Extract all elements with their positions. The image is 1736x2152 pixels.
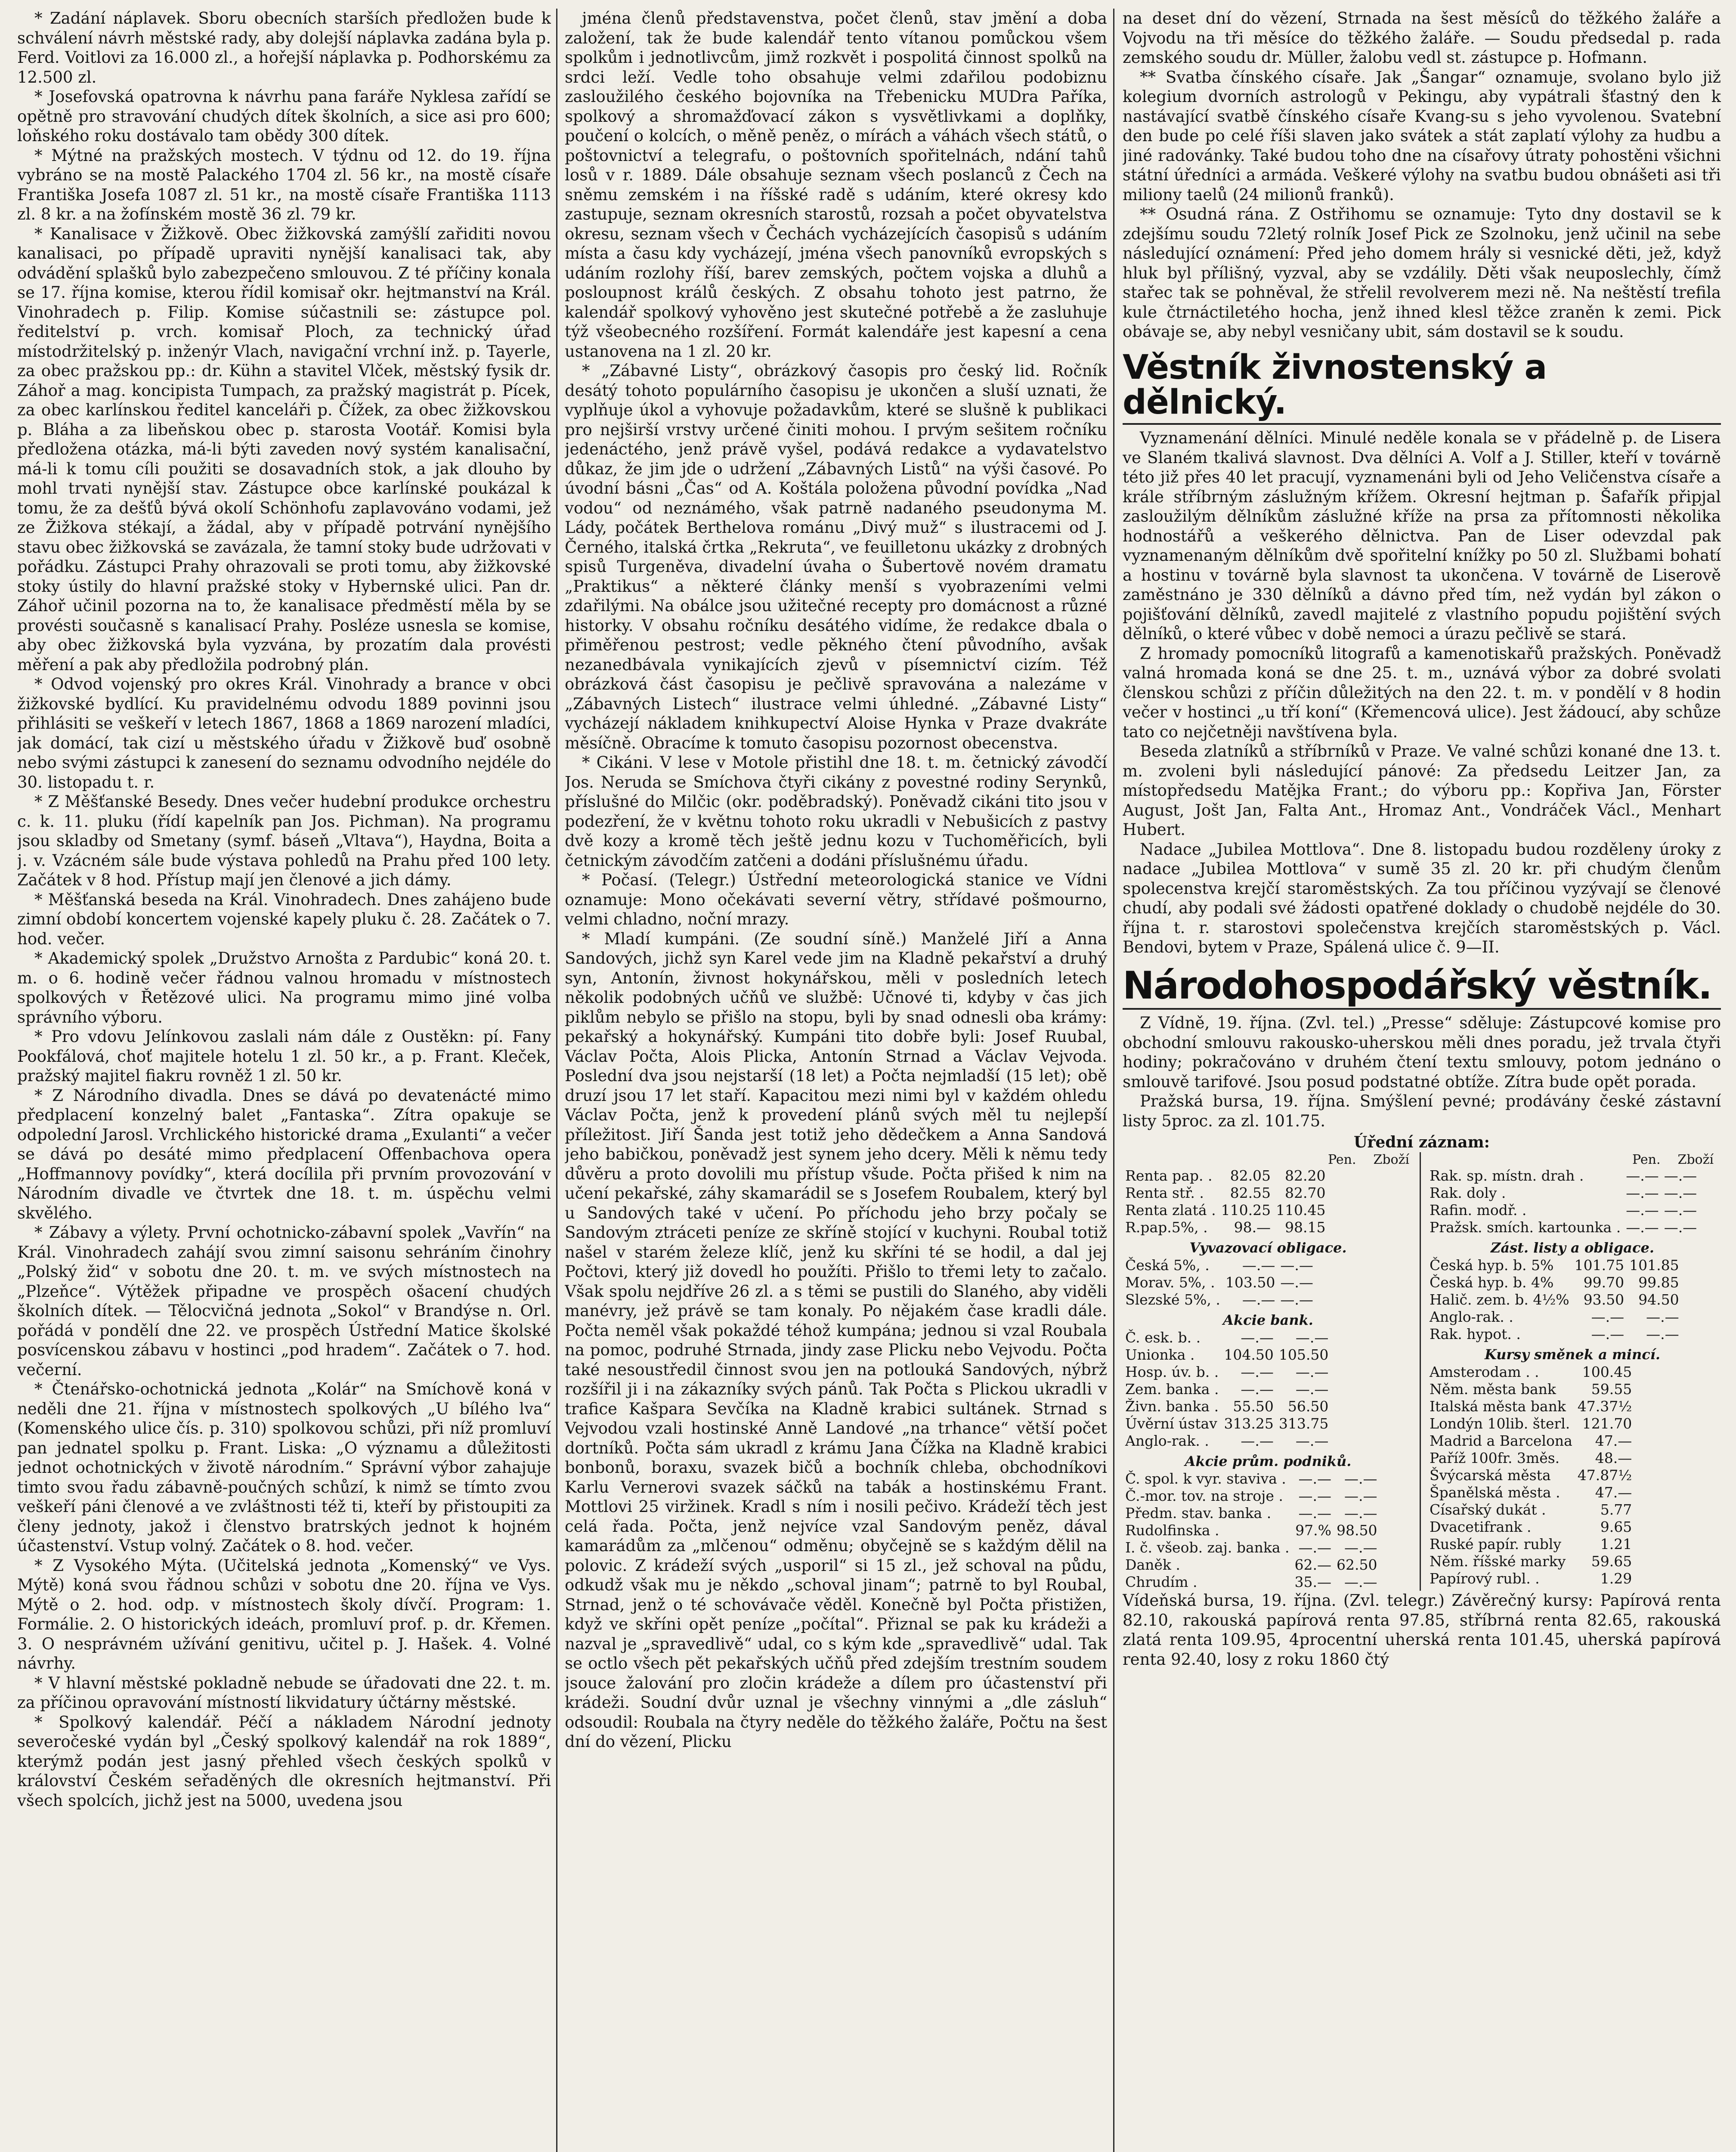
article-paragraph: * Zábavy a výlety. První ochotnicko-zábavní spolek „Vavřín“ na Král. Vinohradech zahájí svou zimní saisonu sehráním činohry „Polský žid“ v sobotu dne 20. t. m. ve svých místnostech na „Plzeňce“. Výtěžek připadne ve prospěch ošacení chudých školních dítek. — Tělocvičná jednota „Sokol“ v Brandýse n. Orl. pořádá v pondělí dne 22. ve prospěch Ústřední Matice školské posvícenskou zábavu v hostinci „pod hradem“. Začátek o 7. hod. večerní. xyxy=(17,1223,551,1379)
quote-value: 104.50 xyxy=(1224,1346,1274,1364)
quote-value: 1.21 xyxy=(1600,1536,1632,1553)
quote-row xyxy=(1123,1398,1331,1415)
bursa-table-right xyxy=(1427,1152,1718,1591)
section-heading-economy: Národohospodářský věstník. xyxy=(1123,966,1721,1010)
quote-row xyxy=(1427,1484,1634,1501)
quote-value: 110.25 xyxy=(1221,1202,1271,1219)
quote-value: —.— xyxy=(1298,1470,1332,1487)
quote-value: 313.25 xyxy=(1224,1415,1274,1432)
quote-row xyxy=(1123,1329,1331,1346)
quote-row xyxy=(1427,1518,1634,1536)
quote-value: —.— xyxy=(1664,1219,1697,1236)
quote-table xyxy=(1123,1167,1328,1236)
quote-row xyxy=(1123,1470,1380,1487)
article-paragraph: * Kanalisace v Žižkově. Obec žižkovská zamýšlí zařiditi novou kanalisaci, po případě upraviti nynější kanalisaci tak, aby odvádění splašků bylo zabezpečeno smlouvou. Z té příčiny konala se 17. října komise, kterou řídil komisař okr. hejtmanství na Král. Vinohradech p. Filip. Komise súčastnili se: zástupce pol. ředitelství p. vrch. komisař Ploch, za technický úřad místodržitelský p. inženýr Vlach, navigační vrchní inž. p. Tayerle, za obec pražskou pp.: dr. Kühn a stavitel Vlček, městský fysik dr. Záhoř a mag. koncipista Tumpach, za pražský magistrát p. Pícek, za obec karlínskou ředitel kanceláři p. Čížek, za obec žižkovskou p. Bláha a za libeňskou obec p. starosta Vootář. Komisi byla předložena otázka, má-li býti zaveden nový systém kanalisační, má-li k tomu cíli použiti se dosavadních stok, a jak dlouho by mohl trvati nynější stav. Zástupce obce karlínské poukázal k tomu, že za dešťů bývá okolí Schönhofu zaplavováno vodami, jež ze Žižkova stékají, a žádal, aby v případě potrvání nynějšího stavu obec žižkovská se zavázala, že tamní stoky bude udržovati v pořádku. Zástupci Prahy ohrazovali se proti tomu, aby žižkovské stoky ústily do hlavní pražské stoky v Hybernské ulici. Pan dr. Záhoř učinil pozorna na to, že kanalisace předměstí měla by se provésti současně s kanalisací Prahy. Posléze usnesla se komise, aby obec žižkovská byla vyzvána, by prozatím dala provésti měření a pak aby předložila podrobný plán. xyxy=(17,224,551,674)
quote-label: Madrid a Barcelona xyxy=(1430,1432,1572,1450)
quote-value: 99.70 xyxy=(1583,1274,1625,1291)
quote-value: —.— xyxy=(1295,1329,1329,1346)
quote-row xyxy=(1427,1167,1699,1184)
trade-news-items xyxy=(1123,428,1721,957)
bursa-table-left xyxy=(1123,1152,1414,1591)
quote-label: Česká hyp. b. 4% xyxy=(1430,1274,1554,1291)
quote-label: Ruské papír. rubly xyxy=(1430,1536,1562,1553)
quote-value: 313.75 xyxy=(1278,1415,1329,1432)
quote-label: Úvěrní ústav xyxy=(1125,1415,1217,1432)
quote-label: Rudolfinska . xyxy=(1125,1522,1219,1539)
article-paragraph: * Z Národního divadla. Dnes se dává po devatenácté mimo předplacení konzelný balet „Fantaska“. Zítra opakuje se odpolední Jarosl. Vrchlického historické drama „Exulanti“ a večer se dává po desáté mimo předplacení Offenbachova opera „Hoffmannovy povídky“, která docílila při prvním provozování v Národním divadle ve čtvrtek dne 18. t. m. úspěchu velmi skvělého. xyxy=(17,1086,551,1222)
quote-row xyxy=(1427,1570,1634,1587)
article-paragraph: ** Osudná rána. Z Ostřihomu se oznamuje: Tyto dny dostavil se k zdejšímu soudu 72letý rolník Josef Pick ze Szolnoku, jenž učinil na sebe následující oznámení: Před jeho domem hrály si vesnické děti, jež, když hluk byl přílišný, vyzval, aby se vzdálily. Děti však neuposlechly, čímž stařec tak se pohněval, že střelil revolverem mezi ně. Na neštěstí trefila kule čtrnáctiletého hocha, jenž ihned klesl těžce zraněn k zemi. Pick obávaje se, aby nebyl vesničany ubit, sám dostavil se k soudu. xyxy=(1123,205,1721,341)
quote-label: Chrudím . xyxy=(1125,1574,1198,1591)
quote-row xyxy=(1427,1432,1634,1450)
quote-label: Rak. doly . xyxy=(1430,1184,1506,1202)
quote-value: —.— xyxy=(1591,1326,1625,1343)
quote-value: —.— xyxy=(1295,1364,1329,1381)
quote-value: —.— xyxy=(1664,1184,1697,1202)
col-pen: Pen. xyxy=(1328,1152,1356,1168)
quote-label: Renta zlatá . xyxy=(1125,1202,1216,1219)
quote-value: —.— xyxy=(1241,1329,1274,1346)
quote-label: Daněk . xyxy=(1125,1556,1180,1574)
quote-label: Něm. říšské marky xyxy=(1430,1553,1566,1570)
column-header xyxy=(1427,1152,1718,1167)
article-paragraph: * Cikáni. V lese v Motole přistihl dne 18. t. m. četnický závodčí Jos. Neruda se Smíchova čtyři cikány z povestné rodiny Serynků, příslušné do Milčic (okr. poděbradský). Poněvadž cikáni tito jsou v podezření, že v květnu tohoto roku ukradli v Nebušicích z pastvy dvě kozy a kromě těch ještě jednu kozu v Tuchoměřicích, byli četnickým závodčím zatčeni a dodáni příslušnému úřadu. xyxy=(565,753,1107,870)
quote-label: Č.-mor. tov. na stroje . xyxy=(1125,1487,1283,1505)
quote-row xyxy=(1427,1257,1682,1274)
article-paragraph: jména členů představenstva, počet členů, stav jmění a doba založení, tak že bude kalendář tento vítanou pomůckou všem spolkům i jednotlivcům, jimž rozkvět i pospolitá činnost spolků na srdci leží. Vedle toho obsahuje velmi zdařilou podobiznu zasloužilého českého bojovníka na Třebenicku MUDra Paříka, spolkový a shromažďovací zákon s vysvětlivkami a doplňky, poučení o kolcích, o měně peněz, o mírách a váhách všech států, o poštovnictví a telegrafu, o poštovních spořitelnách, ndání tahů losů v r. 1889. Dále obsahuje seznam všech poslanců z Čech na sněmu zemském i na říšské radě s udáním, které okresy kdo zastupuje, seznam okresních starostů, rozsah a počet obyvatelstva okresu, seznam všech v Čechách vycházejících časopisů s udáním místa a času kdy vycházejí, jména všech panovníků evropských s udáním rozlohy říší, barev zemských, počtem vojska a dluhů a posloupnost králů českých. Z obsahu tohoto jest patrno, že kalendář spolkový vyhověno jest skutečné potřebě a že zasluhuje týž všeobecného rozšíření. Formát kalendáře jest kapesní a cena ustanovena na 1 zl. 20 kr. xyxy=(565,9,1107,361)
article-paragraph: Pražská bursa, 19. října. Smýšlení pevné; prodávány české zástavní listy 5proc. za zl. 101.75. xyxy=(1123,1092,1721,1130)
quote-value: 47.— xyxy=(1595,1432,1632,1450)
quote-row xyxy=(1123,1346,1331,1364)
article-paragraph: Vyznamenání dělníci. Minulé neděle konala se v přádelně p. de Lisera ve Slaném tkalivá slavnost. Dva dělníci A. Volf a J. Stiller, kteří v továrně této již přes 40 let pracují, vyznamenáni byli od Jeho Veličenstva císaře a krále stříbrným záslužným křížem. Okresní hejtman p. Šafařík připjal zasloužilým dělníkům záslužné kříže na prsa za přítomnosti několika hodnostářů a veškerého dělnictva. Pan de Liser odevzdal pak vyznamenaným dělníkům dvě spořitelní knížky po 50 zl. Službami bohatí a hostinu v továrně byla slavnost ta ukončena. V továrně de Liserově zaměstnáno je 330 dělníků a dávno před tím, než vydán byl zákon o pojišťování dělníků, zavedl majitelé z vlastního popudu pojištění svých dělníků, o které vůbec v době nemoci a úrazu pečlivě se stará. xyxy=(1123,429,1721,643)
article-paragraph: ** Svatba čínského císaře. Jak „Šangar“ oznamuje, svolano bylo již kolegium dvorních astrologů v Pekingu, aby vypátrali šťastný den k nastávající svatbě čínského císaře Kvang-su s jeho vyvolenou. Svatební den bude po celé říši slaven jako svátek a stát zaplatí výlohy za hudbu a jiné radovánky. Také budou toho dne na císařovy útraty pohostěni všichni státní úředníci a armáda. Veškeré výlohy na svatbu budou obnášeti asi tři miliony taelů (24 milionů franků). xyxy=(1123,68,1721,204)
quote-value: —.— xyxy=(1295,1432,1329,1450)
quote-value: —.— xyxy=(1280,1257,1313,1274)
column-right xyxy=(1123,9,1721,2152)
quote-label: Císařský dukát . xyxy=(1430,1501,1546,1518)
quote-row xyxy=(1123,1487,1380,1505)
article-paragraph: * „Zábavné Listy“, obrázkový časopis pro český lid. Ročník desátý tohoto populárního časopisu je ukončen a sluší uznati, že vyplňuje úkol a vyhovuje požadavkům, které se slušně k publikaci pro nejširší vrstvy určené činiti mohou. I prvým sešitem ročníku jedenáctého, jenž právě vyšel, podává redakce a vydavatelstvo důkaz, že jim jde o udržení „Zábavných Listů“ na výši časové. Po úvodní básni „Čas“ od A. Koštála položena původní povídka „Nad vodou“ od neznámého, však patrně nadaného pseudonyma M. Lády, počátek Berthelova románu „Divý muž“ s ilustracemi od J. Černého, italská črtka „Rekruta“, ve feuilletonu ukázky z drobných spisů Turgeněva, divadelní úvaha o Šubertově novém dramatu „Praktikus“ a některé články menší s vyobrazeními velmi zdařilými. Na obálce jsou užitečné recepty pro domácnost a různé historky. V obsahu ročníku desátého vidíme, že redakce dbala o přiměřenou pestrost; vedle pěkného čtení původního, avšak nezanedbávala vynikajících zjevů v písemnictví cizím. Též obrázková část časopisu je pečlivě spravována a nalezáme v „Zábavných Listech“ ilustrace velmi úhledné. „Zábavné Listy“ vycházejí nákladem knihkupectví Aloise Hynka v Praze dvakráte měsíčně. Obracíme k tomuto časopisu pozornost obecenstva. xyxy=(565,362,1107,752)
quote-row xyxy=(1427,1398,1634,1415)
quote-value: 97.% xyxy=(1295,1522,1332,1539)
quote-row xyxy=(1123,1574,1380,1591)
quote-value: 98.50 xyxy=(1337,1522,1377,1539)
quote-row xyxy=(1427,1536,1634,1553)
quote-value: —.— xyxy=(1242,1291,1275,1308)
quote-label: Zem. banka . xyxy=(1125,1381,1219,1398)
article-paragraph: * Mýtné na pražských mostech. V týdnu od 12. do 19. října vybráno se na mostě Palackého 1704 zl. 56 kr., na mostě císaře Františka Josefa 1087 zl. 51 kr., na mostě císaře Františka 1113 zl. 8 kr. a na žofínském mostě 36 zl. 79 kr. xyxy=(17,146,551,223)
column-divider xyxy=(556,9,557,2152)
quote-row xyxy=(1427,1291,1682,1308)
quote-label: Renta pap. . xyxy=(1125,1167,1213,1184)
quote-label: Něm. města bank xyxy=(1430,1381,1556,1398)
article-paragraph: Z hromady pomocníků litografů a kamenotiskařů pražských. Poněvadž valná hromada koná se dne 25. t. m., uznává výbor za dobré svolati členskou schůzi z příčin důležitých na den 22. t. m. v pondělí v 8 hodin večer v hostinci „u tří koní“ (Křemencová ulice). Jest žádoucí, aby schůze tato co nejčetněji navštívena byla. xyxy=(1123,644,1721,741)
quote-label: Slezské 5%, . xyxy=(1125,1291,1220,1308)
quote-value: 59.55 xyxy=(1591,1381,1632,1398)
quote-value: 1.29 xyxy=(1600,1570,1632,1587)
quote-label: Amsterodam . . xyxy=(1430,1364,1539,1381)
quote-value: 100.45 xyxy=(1582,1364,1632,1381)
quote-value: —.— xyxy=(1280,1274,1313,1291)
quote-value: —.— xyxy=(1664,1167,1697,1184)
quote-label: Rafin. modř. . xyxy=(1430,1202,1527,1219)
article-paragraph: * Pro vdovu Jelínkovou zaslali nám dále z Oustěkn: pí. Fany Pookfálová, choť majitele hotelu 1 zl. 50 kr., a p. Frant. Kleček, pražský majitel fiakru rovněž 1 zl. 50 kr. xyxy=(17,1027,551,1085)
quote-row xyxy=(1123,1539,1380,1556)
quote-label: R.pap.5%, . xyxy=(1125,1219,1208,1236)
quote-label: Živn. banka . xyxy=(1125,1398,1219,1415)
quote-value: —.— xyxy=(1626,1184,1659,1202)
quote-value: 98.15 xyxy=(1285,1219,1326,1236)
quote-label: I. č. všeob. zaj. banka . xyxy=(1125,1539,1290,1556)
article-paragraph: * V hlavní městské pokladně nebude se úřadovati dne 22. t. m. za příčinou opravování místností likvidatury účtárny městské. xyxy=(17,1673,551,1712)
quote-value: —.— xyxy=(1344,1574,1377,1591)
article-paragraph: * Počasí. (Telegr.) Ústřední meteorologická stanice ve Vídni oznamuje: Mono očekávati severní větry, střídavé pošmourno, velmi chladno, noční mrazy. xyxy=(565,871,1107,928)
quote-value: 121.70 xyxy=(1582,1415,1632,1432)
quote-label: Č. spol. k vyr. stavivа . xyxy=(1125,1470,1286,1487)
quote-value: —.— xyxy=(1298,1505,1332,1522)
quote-value: 35.— xyxy=(1294,1574,1332,1591)
quote-row xyxy=(1427,1326,1682,1343)
quote-value: 47.37½ xyxy=(1577,1398,1632,1415)
quote-value: 93.50 xyxy=(1583,1291,1625,1308)
quote-row xyxy=(1123,1257,1316,1274)
quote-value: —.— xyxy=(1298,1539,1332,1556)
quote-row xyxy=(1123,1556,1380,1574)
table-subheading: Akcie prům. podniků. xyxy=(1185,1453,1352,1470)
quote-value: —.— xyxy=(1664,1202,1697,1219)
article-paragraph: * Z Vysokého Mýta. (Učitelská jednota „Komenský“ ve Vys. Mýtě) koná svou řádnou schůzi v sobotu dne 20. října ve Vys. Mýtě o 2. hod. odp. v místnostech školy dívčí. Program: 1. Formálie. 2. O historických ideách, promluví prof. p. dr. Křemen. 3. O nesprávném užívání genitivu, učitel p. J. Hašek. 4. Volné návrhy. xyxy=(17,1556,551,1673)
quote-row xyxy=(1427,1308,1682,1326)
quote-row xyxy=(1427,1381,1634,1398)
article-paragraph: * Akademický spolek „Družstvo Arnošta z Pardubic“ koná 20. t. m. o 6. hodině večer řádnou valnou hromadu v místnostech spolkových v Řetězové ulici. Na programu mimo jiné volba správního výboru. xyxy=(17,949,551,1027)
quote-value: —.— xyxy=(1241,1364,1274,1381)
article-paragraph: * Josefovská opatrovna k návrhu pana faráře Nyklesa zařídí se opětně pro stravování chudých dítek školních, a sice asi pro 600; loňského roku dostávalo tam obědy 300 dítek. xyxy=(17,87,551,145)
quote-label: Halič. zem. b. 4½% xyxy=(1430,1291,1569,1308)
table-subheading: Kursy směnek a mincí. xyxy=(1484,1346,1661,1363)
quote-value: 101.75 xyxy=(1574,1257,1625,1274)
quote-row xyxy=(1123,1219,1328,1236)
quote-value: 101.85 xyxy=(1629,1257,1679,1274)
quote-label: Papírový rubl. . xyxy=(1430,1570,1540,1587)
quote-value: 82.55 xyxy=(1230,1184,1271,1202)
article-paragraph: Beseda zlatníků a stříbrníků v Praze. Ve valné schůzi konané dne 13. t. m. zvoleni byli následující pánové: Za předsedu Leitzer Jan, za místopředsedu Matějka Frant.; do výboru pp.: Kopřiva Jan, Förster August, Jošt Jan, Falta Ant., Hromaz Ant., Vondráček Václ., Menhart Hubert. xyxy=(1123,742,1721,839)
article-paragraph: * Zadání náplavek. Sboru obecních starších předložen bude k schválení návrh městské rady, aby dolejší náplavka zadána byla p. Ferd. Voitlovi za 16.000 zl., a hořejší náplavka p. Podhorskému za 12.500 zl. xyxy=(17,9,551,87)
quote-value: 62.— xyxy=(1294,1556,1332,1574)
column-left xyxy=(17,9,551,2152)
news-items-top xyxy=(1123,9,1721,342)
quote-value: —.— xyxy=(1626,1219,1659,1236)
quote-row xyxy=(1427,1415,1634,1432)
quote-value: 56.50 xyxy=(1287,1398,1329,1415)
article-paragraph: * Odvod vojenský pro okres Král. Vinohrady a brance v obci žižkovské bydlící. Ku pravidelnému odvodu 1889 povinni jsou přihlásiti se veškeří v letech 1867, 1868 a 1869 narození mladíci, jak domácí, tak cizí u městského úřadu v Žižkově buď osobně nebo svými zástupci k zanesení do seznamu odvodního nejdéle do 30. listopadu t. r. xyxy=(17,675,551,792)
quote-row xyxy=(1123,1522,1380,1539)
quote-label: Anglo-rak. . xyxy=(1125,1432,1209,1450)
quote-value: —.— xyxy=(1626,1167,1659,1184)
quote-label: Dvacetifrank . xyxy=(1430,1518,1532,1536)
bursa-table-title: Úřední záznam: xyxy=(1354,1133,1490,1152)
quote-value: 82.05 xyxy=(1230,1167,1271,1184)
quote-value: 99.85 xyxy=(1638,1274,1679,1291)
quote-value: 110.45 xyxy=(1276,1202,1326,1219)
column-header xyxy=(1123,1152,1414,1167)
table-subheading: Zást. listy a obligace. xyxy=(1490,1240,1654,1256)
quote-table xyxy=(1123,1257,1316,1308)
quote-row xyxy=(1123,1202,1328,1219)
quote-value: —.— xyxy=(1298,1487,1332,1505)
quote-value: 48.— xyxy=(1595,1450,1632,1467)
quote-label: Česká 5%, . xyxy=(1125,1257,1210,1274)
quote-value: 82.20 xyxy=(1285,1167,1326,1184)
table-subheading: Vyvazovací obligace. xyxy=(1189,1240,1347,1256)
quote-row xyxy=(1427,1274,1682,1291)
quote-row xyxy=(1427,1450,1634,1467)
quote-label: Morav. 5%, . xyxy=(1125,1274,1215,1291)
vienna-bursa-item xyxy=(1123,1591,1721,1669)
quote-label: Londýn 10lib. šterl. xyxy=(1430,1415,1570,1432)
quote-row xyxy=(1123,1184,1328,1202)
quote-value: 103.50 xyxy=(1225,1274,1275,1291)
quote-value: 5.77 xyxy=(1600,1501,1632,1518)
article-paragraph: Nadace „Jubilea Mottlova“. Dne 8. listopadu budou rozděleny úroky z nadace „Jubilea Mottlova“ v sumě 35 zl. 20 kr. při chudým členům spolecenstva krejčí staroměstských. Za tou příčinou vyzývají se členové chudí, aby podali své žádosti opatřené doklady o chudobě nejdéle do 30. října t. r. starostovi společenstva krejčích staroměstských p. Václ. Bendovi, bytem v Praze, Spálená ulice č. 9—II. xyxy=(1123,840,1721,957)
quote-row xyxy=(1427,1364,1634,1381)
quote-value: 98.— xyxy=(1234,1219,1271,1236)
section-heading-trades: Věstník živnostenský a dělnický. xyxy=(1123,350,1721,425)
quote-label: Unionka . xyxy=(1125,1346,1195,1364)
quote-value: —.— xyxy=(1344,1470,1377,1487)
quote-row xyxy=(1123,1291,1316,1308)
quote-value: —.— xyxy=(1241,1432,1274,1450)
article-paragraph: * Měšťanská beseda na Král. Vinohradech. Dnes zahájeno bude zimní období koncertem vojenské kapely pluku č. 28. Začátek o 7. hod. večer. xyxy=(17,890,551,948)
quote-row xyxy=(1123,1432,1331,1450)
quote-value: —.— xyxy=(1646,1326,1679,1343)
quote-label: Rak. hypot. . xyxy=(1430,1326,1521,1343)
article-paragraph: * Spolkový kalendář. Péčí a nákladem Národní jednoty severočeské vydán byl „Český spolkový kalendář na rok 1889“, kterýmž podán jest jasný přehled všech českých spolků v království Českém seřaděných dle okresních hejtmanství. Při všech spolcích, jichž jest na 5000, uvedena jsou xyxy=(17,1713,551,1810)
column-divider xyxy=(1113,9,1114,2152)
quote-row xyxy=(1123,1415,1331,1432)
col-zbozi: Zboží xyxy=(1373,1152,1409,1168)
quote-label: Pražsk. smích. kartounka . xyxy=(1430,1219,1621,1236)
article-paragraph: * Mladí kumpáni. (Ze soudní síně.) Manželé Jiří a Anna Sandových, jichž syn Karel vede jim na Kladně pekařství a druhý syn, Antonín, živnost hokynářskou, měli v posledních letech několik podobných učňů ve službě: Učnové ti, kdyby v čas jich piklům nebylo se přišlo na stopu, byli by snad odnesli oba krámy: pekařský a hokynářský. Kumpáni tito dobře byli: Josef Ruubal, Václav Počta, Alois Plicka, Antonín Strnad a Václav Vejvoda. Poslední dva jsou nejstarší (18 let) a Počta nejmladší (15 let); obě druzí jsou 17 let staří. Kapacitou mezi nimi byl v každém ohledu Václav Počta, jenž k provedení plánů svých měl tu nejlepší příležitost. Jiří Šanda jest totiž jeho dědečkem a Anna Sandová jeho babičkou, poněvadž jest synem jeho dcery. Měli k němu tedy důvěru a proto dovolili mu přístup všude. Počta přišed k nim na učení pekařské, záhy skamarádil se s Josefem Roubalem, který byl u Sandových také v učení. Po příchodu jeho brzy počaly se Sandovým ztráceti peníze ze skříně stojící v kuchyni. Roubal totiž našel v starém železe klíč, jenž ku skříni té se hodil, a dal jej Počtovi, který již dovedl ho použíti. Přišlo to třemi lety to začalo. Však spolu nejdříve 26 zl. a s těmi se pustili do Slaného, aby viděli manévry, jež právě se tam konaly. Po nějakém čase kradli dále. Počta neměl však pokaždé téhož kumpána; jednou si vzal Roubala na pomoc, podruhé Strnada, jindy zase Plicku nebo Vejvodu. Počta také nesoustředil činnost svou jen na potlouká Sandových, nýbrž rozšířil ji i na zákazníky svých pánů. Tak Počta s Plickou ukradli v trafice Kašpara Sevčíka na Kladně krabici sultánek. Strnad s Vejvodou vzali hostinské Anně Landové „na trhance“ větší počet dortníků. Počta sám ukradl z krámu Jana Čížka na Kladně krabici bonbonů, boraxu, svazek bičů a bochník chleba, obchodníkovi Karlu Vernerovi svazek sáčků na tabák a hostinskému Frant. Mottlovi 25 viržinek. Kradl s ním i nosili pečivo. Krádeží těch jest celá řada. Počta, jenž nejvíce vzal Sandovým peněz, dával kamarádům za „mlčenou“ odměnu; obyčejně se s každým dělil na polovic. Z krádeží svých „usporil“ si 15 zl., jež schoval na půdu, odkudž však mu je někdo „schoval jinam“; patrně to byl Roubal, Strnad, jenž o té schovávače věděl. Konečně byl Počta přistižen, když ve skříni opět peníze „počítal“. Přiznal se pak ku krádeži a nazval je „spravedlivě“ udal, co s kým kde „spravedlivě“ udal. Tak se octlo všech pět pekařských učňů před zdejším trestním soudem jsouce žalování pro zločin krádeže a dílem pro účastenství při krádeži. Soudní dvůr uznal je všechny vinnými a „dle zásluh“ odsoudil: Roubala na čtyry neděle do těžkého žaláře, Počtu na šest dní do vězení, Plicku xyxy=(565,929,1107,1751)
article-paragraph: Z Vídně, 19. října. (Zvl. tel.) „Presse“ sděluje: Zástupcové komise pro obchodní smlouvu rakousko-uherskou měli dnes poradu, jež trvala čtyři hodiny; pokračováno v druhém čtení textu smlouvy, potom jednáno o smlouvě tarifové. Jsou posud podstatné obtíže. Zítra bude opět porada. xyxy=(1123,1014,1721,1091)
quote-row xyxy=(1427,1184,1699,1202)
quote-value: —.— xyxy=(1344,1487,1377,1505)
quote-value: —.— xyxy=(1591,1308,1625,1326)
quote-value: —.— xyxy=(1344,1505,1377,1522)
quote-table xyxy=(1427,1257,1682,1343)
column-middle xyxy=(565,9,1107,2152)
quote-row xyxy=(1427,1553,1634,1570)
quote-label: Předm. stav. banka . xyxy=(1125,1505,1272,1522)
bursa-tables xyxy=(1123,1152,1721,1591)
quote-row xyxy=(1427,1467,1634,1484)
quote-row xyxy=(1427,1501,1634,1518)
col-zbozi: Zboží xyxy=(1677,1152,1714,1168)
quote-value: 94.50 xyxy=(1638,1291,1679,1308)
quote-table xyxy=(1427,1364,1634,1587)
quote-value: 59.65 xyxy=(1591,1553,1632,1570)
article-paragraph: * Čtenářsko-ochotnická jednota „Kolár“ na Smíchově koná v neděli dne 21. října v místnostech spolkových „U bílého lva“ (Komenského ulice čís. p. 310) spolkovou schůzi, při níž promluví pan jednatel spolku p. Frant. Liska: „O významu a důležitosti jednot ochotnických v životě národním.“ Správní výbor zahajuje timto svou řadu zábavně-poučných schůzí, k nimž se tímto zvou veškeří páni členové a ve zvláštnosti též ti, kteří by přistoupiti za členy jednoty, jakož i členstvo bratrských jednot k hojném účastenství. Vstup volný. Začátek o 8. hod. večer. xyxy=(17,1380,551,1555)
quote-value: 9.65 xyxy=(1600,1518,1632,1536)
quote-label: Anglo-rak. . xyxy=(1430,1308,1513,1326)
table-divider xyxy=(1420,1152,1421,1591)
quote-label: Italská města bank xyxy=(1430,1398,1566,1415)
quote-row xyxy=(1123,1167,1328,1184)
quote-row xyxy=(1427,1219,1699,1236)
quote-label: Česká hyp. b. 5% xyxy=(1430,1257,1554,1274)
quote-value: 47.87½ xyxy=(1577,1467,1632,1484)
quote-label: Č. esk. b. . xyxy=(1125,1329,1201,1346)
quote-value: 105.50 xyxy=(1278,1346,1329,1364)
quote-value: 82.70 xyxy=(1285,1184,1326,1202)
quote-value: 55.50 xyxy=(1233,1398,1274,1415)
quote-row xyxy=(1427,1202,1699,1219)
quote-table xyxy=(1427,1167,1699,1236)
quote-value: —.— xyxy=(1646,1308,1679,1326)
quote-value: 47.— xyxy=(1595,1484,1632,1501)
quote-value: —.— xyxy=(1242,1257,1275,1274)
quote-value: —.— xyxy=(1344,1539,1377,1556)
quote-row xyxy=(1123,1274,1316,1291)
quote-label: Španělská města . xyxy=(1430,1484,1560,1501)
quote-row xyxy=(1123,1505,1380,1522)
quote-table xyxy=(1123,1329,1331,1450)
quote-value: 62.50 xyxy=(1337,1556,1377,1574)
quote-row xyxy=(1123,1364,1331,1381)
quote-value: —.— xyxy=(1295,1381,1329,1398)
col-pen: Pen. xyxy=(1632,1152,1661,1168)
quote-value: —.— xyxy=(1280,1291,1313,1308)
quote-label: Hosp. úv. b. . xyxy=(1125,1364,1219,1381)
economy-news-items xyxy=(1123,1013,1721,1131)
article-paragraph: na deset dní do vězení, Strnada na šest měsíců do těžkého žaláře a Vojvodu na tři měsíce do těžkého žaláře. — Soudu předsedal p. rada zemského soudu dr. Müller, žalobu vedl st. zástupce p. Hofmann. xyxy=(1123,9,1721,67)
article-paragraph: * Z Měšťanské Besedy. Dnes večer hudební produkce orchestru c. k. 11. pluku (řídí kapelník pan Jos. Pichman). Na programu jsou skladby od Smetany (symf. báseň „Vltava“), Haydna, Boita a j. v. Vzácném sále bude výstava pohledů na Prahu před 100 lety. Začátek v 8 hod. Přístup mají jen členové a jich dámy. xyxy=(17,792,551,889)
quote-value: —.— xyxy=(1626,1202,1659,1219)
quote-row xyxy=(1123,1381,1331,1398)
article-paragraph: Vídeňská bursa, 19. října. (Zvl. telegr.) Závěrečný kursy: Papírová renta 82.10, rakouská papírová renta 97.85, stříbrná renta 82.65, rakouská zlatá renta 109.95, 4procentní uherská renta 101.45, uherská papírová renta 92.40, losy z roku 1860 čtý xyxy=(1123,1591,1721,1669)
quote-label: Rak. sp. místn. drah . xyxy=(1430,1167,1584,1184)
quote-label: Paříž 100fr. 3měs. xyxy=(1430,1450,1560,1467)
table-subheading: Akcie bank. xyxy=(1223,1312,1313,1329)
quote-table xyxy=(1123,1470,1380,1591)
quote-value: —.— xyxy=(1241,1381,1274,1398)
quote-label: Renta stř. . xyxy=(1125,1184,1204,1202)
quote-label: Švýcarská města xyxy=(1430,1467,1551,1484)
